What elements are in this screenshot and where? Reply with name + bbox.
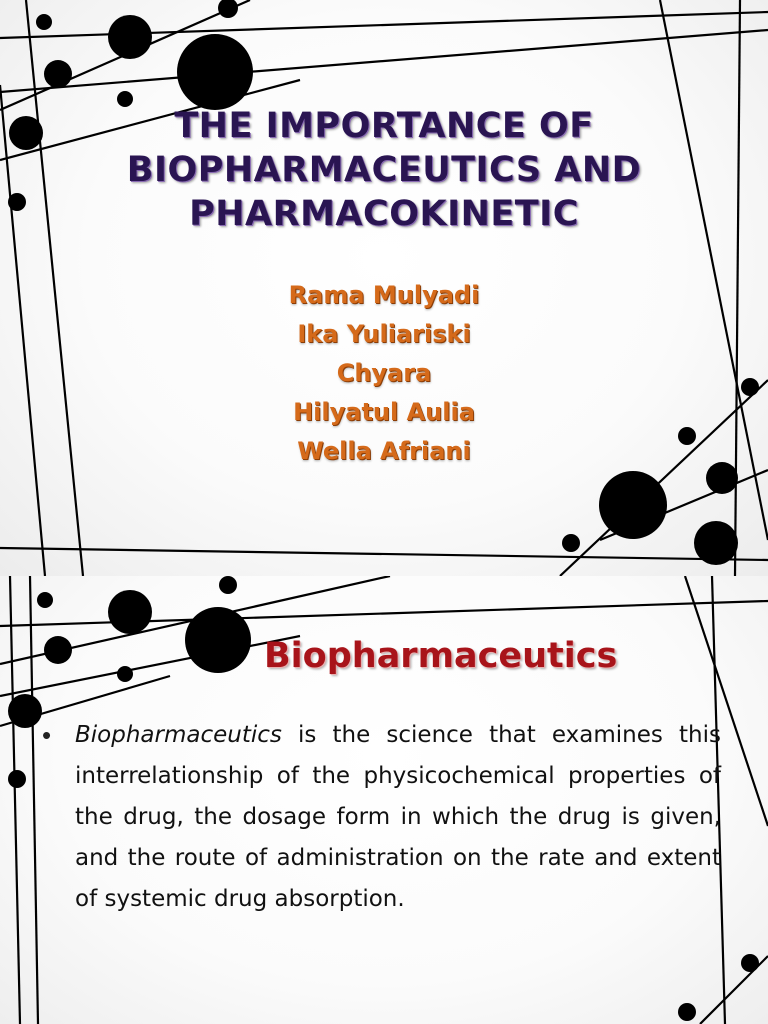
author-name: Ika Yuliariski <box>297 320 471 348</box>
author-name: Rama Mulyadi <box>288 281 480 309</box>
author-name: Chyara <box>336 359 432 387</box>
slide-heading: Biopharmaceutics <box>264 636 618 676</box>
author-name: Wella Afriani <box>297 437 471 465</box>
bullet-text <box>75 715 721 920</box>
title-line-3: PHARMACOKINETIC <box>189 194 579 234</box>
bullet-body: is the science that examines this interrelationship of the physicochemical properties of the drug, the dosage form in which the drug is given, and the route of administration on the rate and extent of systemic drug absorption. <box>75 722 721 912</box>
title-line-1: THE IMPORTANCE OF <box>174 106 594 146</box>
author-list <box>0 276 768 471</box>
author-name: Hilyatul Aulia <box>293 398 475 426</box>
title-line-2: BIOPHARMACEUTICS AND <box>126 150 642 190</box>
slide-title <box>0 104 768 236</box>
bullet-term: Biopharmaceutics <box>75 722 282 748</box>
bullet-marker: • <box>42 720 52 750</box>
